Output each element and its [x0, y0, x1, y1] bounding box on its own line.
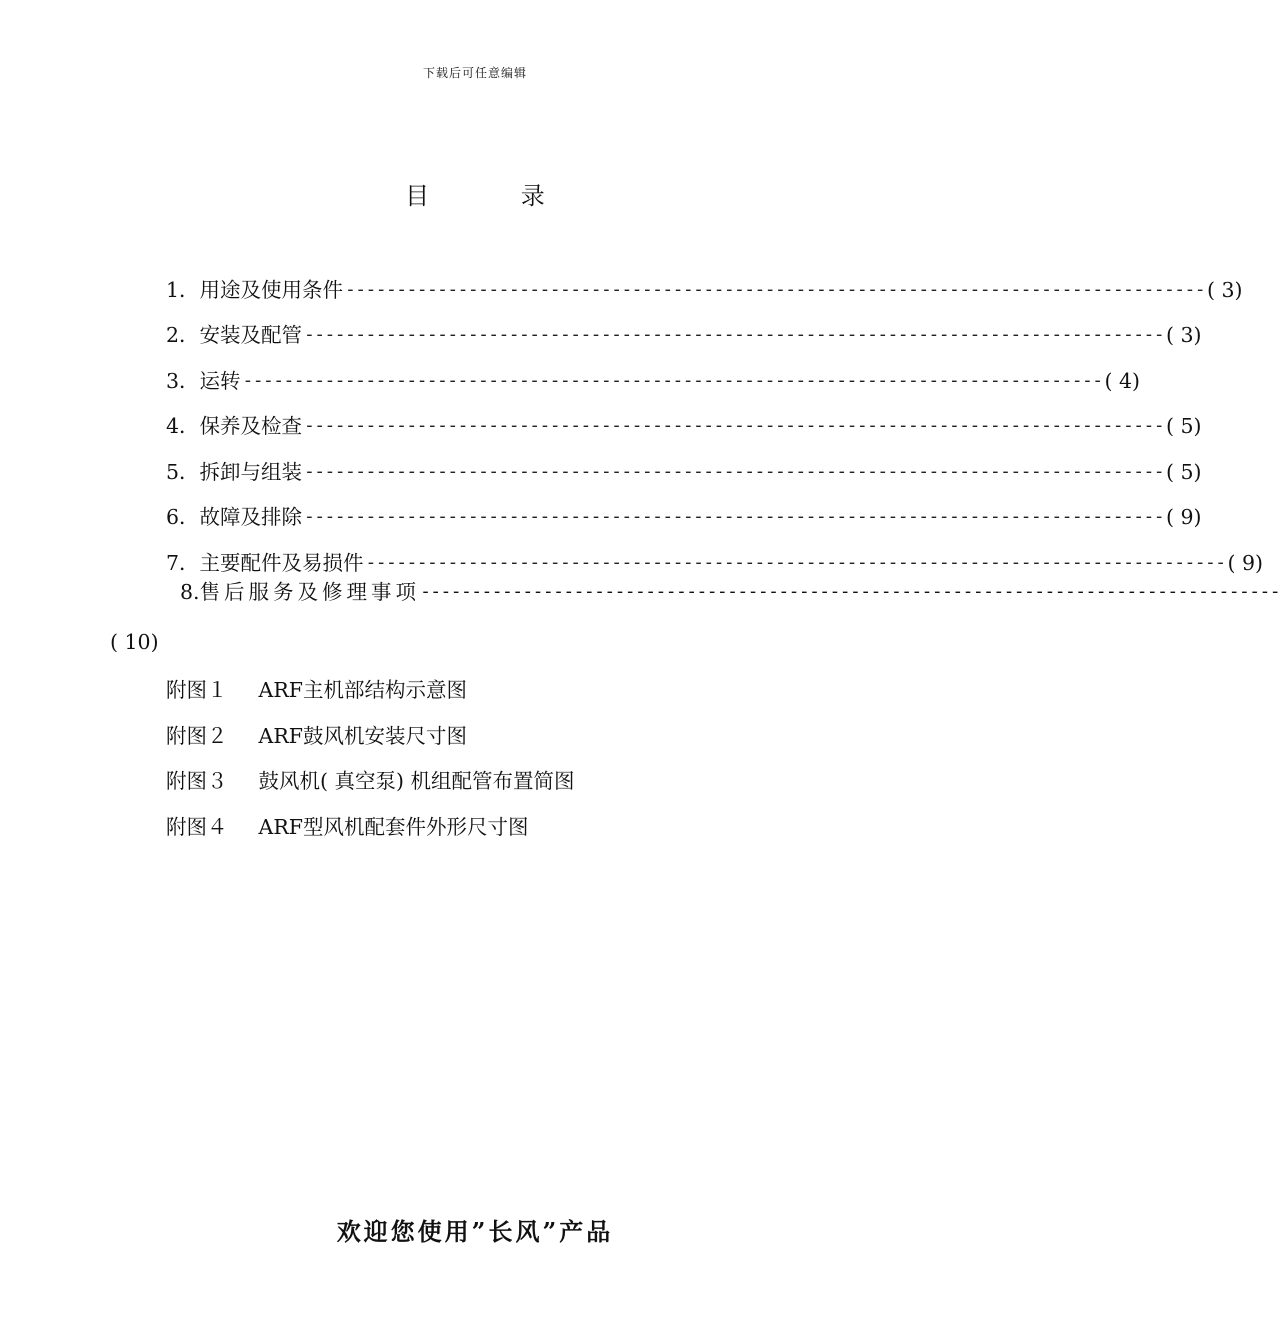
- page-title: 目 录: [405, 182, 587, 210]
- toc-entry-3[interactable]: [166, 351, 1141, 397]
- toc-entry-title: 安装及配管: [199, 323, 303, 347]
- toc-leader: ------------------------------------------------------------------------------------: [304, 415, 1164, 436]
- toc-entry-number: 6．: [166, 505, 200, 529]
- toc-entry-8[interactable]: [180, 576, 1280, 608]
- toc-entry-title: 主要配件及易损件: [199, 550, 364, 575]
- toc-entry-title: 保养及检查: [199, 414, 303, 438]
- toc-leader: ------------------------------------------------------------------------------------: [304, 460, 1164, 482]
- annex-list: [166, 674, 575, 856]
- annex-label: 附图３: [166, 769, 228, 793]
- toc-entry-number: 3．: [166, 368, 200, 393]
- toc-leader: ------------------------------------------------------------------------------------: [365, 551, 1226, 573]
- toc-entry-page: ( 9): [1165, 505, 1202, 529]
- toc-entry-number: 7．: [166, 550, 200, 575]
- toc-leader: ------------------------------------------------------------------------------------: [304, 324, 1164, 345]
- toc-entry-title: 故障及排除: [199, 505, 303, 529]
- annex-title: ARF鼓风机安装尺寸图: [258, 723, 467, 748]
- page-header: 下载后可任意编辑: [422, 66, 527, 80]
- annex-title: ARF型风机配套件外形尺寸图: [258, 814, 529, 839]
- annex-entry-2[interactable]: [166, 720, 575, 766]
- toc-entry-number: 4．: [166, 414, 200, 438]
- toc-entry-5[interactable]: [166, 442, 1202, 488]
- toc-entry-title: 运转: [199, 368, 241, 393]
- toc-entry-title: 售后服务及修理事项: [199, 580, 421, 604]
- toc-entry-page: ( 3): [1206, 277, 1243, 302]
- annex-label: 附图２: [166, 723, 228, 748]
- toc-leader: ------------------------------------------------------------------------------------: [345, 278, 1205, 300]
- toc-entry-number: 1．: [166, 277, 200, 302]
- annex-entry-1[interactable]: [166, 674, 575, 720]
- table-of-contents: [166, 260, 1264, 579]
- toc-entry-page: ( 3): [1165, 323, 1202, 347]
- toc-entry-page: ( 4): [1104, 368, 1141, 393]
- annex-title: 鼓风机( 真空泵) 机组配管布置简图: [258, 769, 575, 793]
- toc-leader: ------------------------------------------------------------------------------------: [420, 581, 1280, 602]
- toc-leader: ------------------------------------------------------------------------------------: [304, 506, 1164, 527]
- toc-entry-number: 5．: [166, 459, 200, 484]
- toc-entry-4[interactable]: [166, 397, 1202, 443]
- toc-entry-number: 2．: [166, 323, 200, 347]
- annex-entry-3[interactable]: [166, 765, 575, 811]
- closing-slogan: 欢迎您使用”长风”产品: [336, 1217, 614, 1246]
- annex-entry-4[interactable]: [166, 811, 575, 857]
- toc-entry-page: ( 9): [1227, 550, 1264, 575]
- toc-entry-6[interactable]: [166, 488, 1202, 534]
- annex-title: ARF主机部结构示意图: [258, 678, 467, 702]
- toc-entry-title: 用途及使用条件: [199, 277, 344, 302]
- toc-entry-title: 拆卸与组装: [199, 459, 303, 484]
- toc-entry-number: 8.: [180, 580, 200, 604]
- toc-entry-page: ( 10): [110, 630, 159, 654]
- toc-leader: ------------------------------------------------------------------------------------: [242, 369, 1103, 391]
- annex-label: 附图４: [166, 814, 228, 839]
- toc-entry-page: ( 5): [1165, 459, 1202, 484]
- toc-entry-7[interactable]: [166, 533, 1264, 579]
- annex-label: 附图１: [166, 678, 228, 702]
- toc-entry-page: ( 5): [1165, 414, 1202, 438]
- toc-entry-2[interactable]: [166, 306, 1202, 352]
- toc-entry-1[interactable]: [166, 260, 1243, 306]
